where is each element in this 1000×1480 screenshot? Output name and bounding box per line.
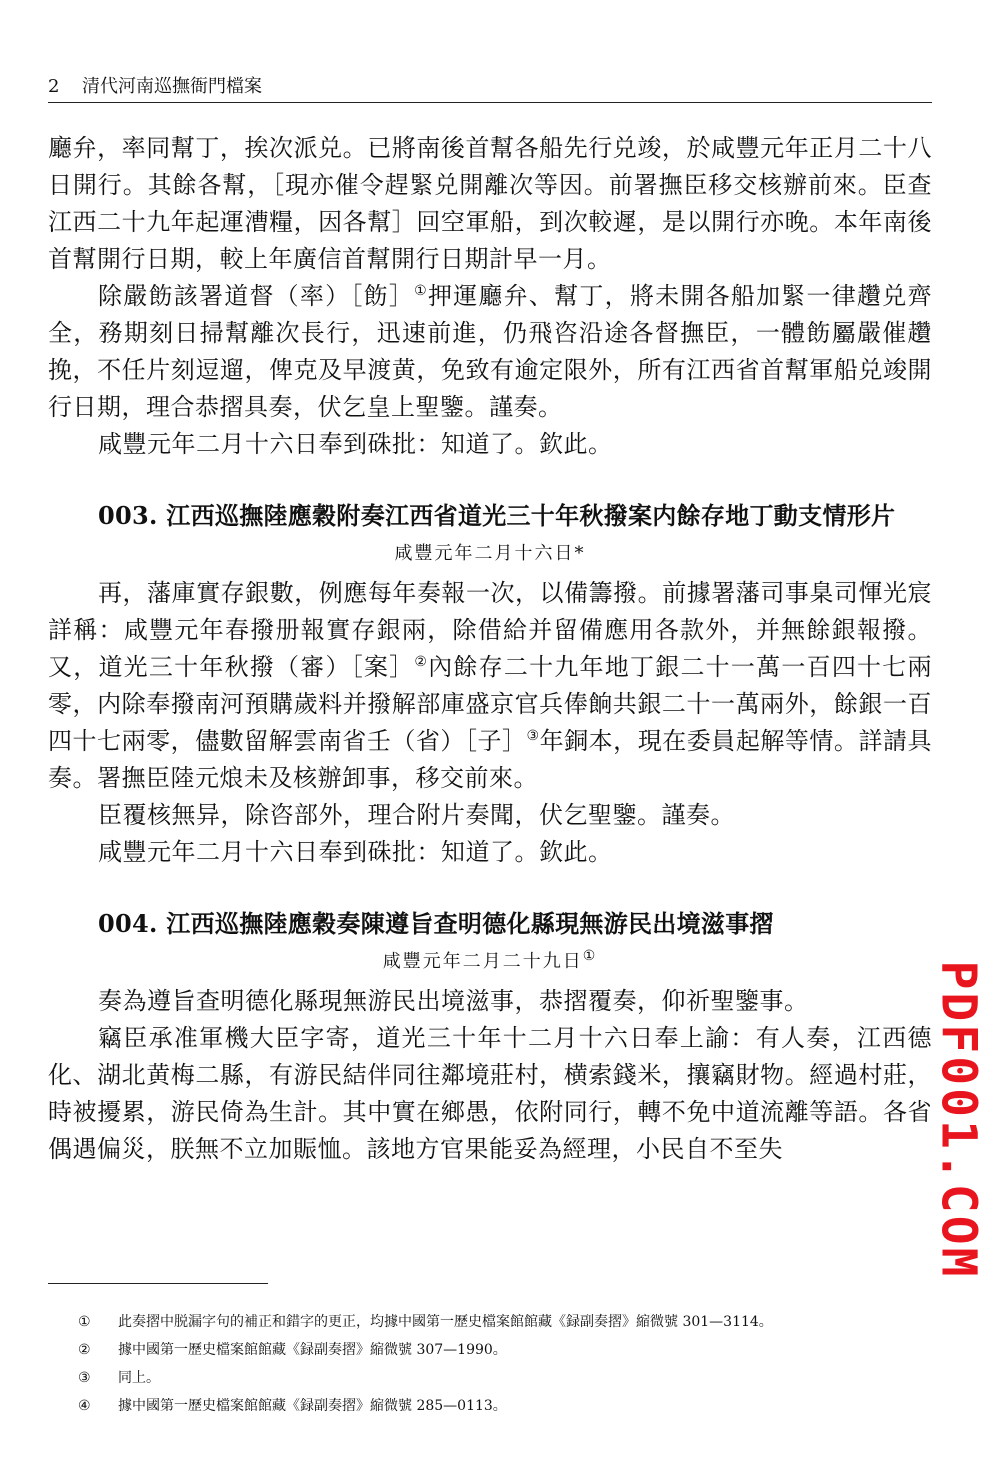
section-003-rescript: 咸豐元年二月十六日奉到硃批：知道了。欽此。 <box>98 838 613 866</box>
watermark-text: PDF001.COM <box>930 960 987 1280</box>
s003-p1-part-a: 再，藩庫實存銀數，例應每年奏報一次，以備籌撥。前據署藩司事臬司惲光宸詳稱：咸豐元年春撥册報實存銀兩，除借給并留備應用各款外，并無餘銀報撥。又，道光三十年秋撥（審）［案］ <box>48 579 932 681</box>
footnote-text: 據中國第一歷史檔案館館藏《録副奏摺》縮微號 285—0113。 <box>118 1398 507 1414</box>
running-header <box>48 72 932 103</box>
intro-p2-part-a: 除嚴飭該署道督（率）［飭］ <box>98 282 415 310</box>
footnote-ref-3[interactable]: ③ <box>526 728 540 744</box>
page-number: 2 <box>48 76 60 97</box>
main-text <box>48 130 932 1168</box>
footnote-text: 此奏摺中脱漏字句的補正和錯字的更正，均據中國第一歷史檔案館館藏《録副奏摺》縮微號 301—3114。 <box>118 1314 773 1330</box>
intro-p2-part-b: 押運廳弁、幫丁，將未開各船加緊一律趲兑齊全，務期刻日掃幫離次長行，迅速前進，仍飛咨沿途各督撫臣，一體飭屬嚴催趲挽，不任片刻逗遛，俾克及早渡黄，免致有逾定限外，所有江西省首幫軍船兑竣開行日期，理合恭摺具奏，伏乞皇上聖鑒。謹奏。 <box>48 282 933 421</box>
s003-p1-part-b: 內餘存二十九年地丁銀二十一萬一百四十七兩零，内除奉撥南河預購歲料并撥解部庫盛京官兵俸餉共銀二十一萬兩外，餘銀一百四十七兩零，儘數留解雲南省壬（省）［子］ <box>48 653 932 755</box>
intro-paragraph-1: 廳弁，率同幫丁，挨次派兑。已將南後首幫各船先行兑竣，於咸豐元年正月二十八日開行。其餘各幫，［現亦催令趕緊兑開離次等因。前署撫臣移交核辦前來。臣查江西二十九年起運漕糧，因各幫］回空軍船，到次較遲，是以開行亦晚。本年南後首幫開行日期，較上年廣信首幫開行日期計早一月。 <box>48 134 932 273</box>
section-004-paragraph-1: 奏為遵旨查明德化縣現無游民出境滋事，恭摺覆奏，仰祈聖鑒事。 <box>98 987 809 1015</box>
footnotes <box>78 1308 938 1420</box>
footnote-item <box>78 1336 938 1364</box>
s003-p1-part-c: 年銅本，現在委員起解等情。詳請具奏。署撫臣陸元烺未及核辦卸事，移交前來。 <box>48 727 932 792</box>
s004-date-text: 咸豐元年二月二十九日 <box>382 951 583 972</box>
footnote-divider <box>48 1283 268 1284</box>
section-003-paragraph-1 <box>48 575 932 797</box>
section-004-date <box>48 945 932 979</box>
footnote-ref-2[interactable]: ② <box>414 654 429 670</box>
footnote-item <box>78 1392 938 1420</box>
footnote-text: 同上。 <box>118 1370 160 1386</box>
footnote-ref-4[interactable]: ① <box>582 948 598 964</box>
intro-rescript: 咸豐元年二月十六日奉到硃批：知道了。欽此。 <box>98 430 613 458</box>
book-title: 清代河南巡撫衙門檔案 <box>82 76 262 97</box>
footnote-mark: ③ <box>78 1370 91 1386</box>
footnote-mark: ④ <box>78 1398 91 1414</box>
section-003-date: 咸豐元年二月十六日* <box>394 543 586 564</box>
section-003-title: 003. 江西巡撫陸應穀附奏江西省道光三十年秋撥案内餘存地丁動支情形片 <box>98 501 896 530</box>
intro-paragraph-2 <box>48 278 932 426</box>
footnote-ref-1[interactable]: ① <box>414 283 428 299</box>
footnote-mark: ② <box>78 1342 91 1358</box>
watermark <box>930 840 986 1400</box>
footnote-text: 據中國第一歷史檔案館館藏《録副奏摺》縮微號 307—1990。 <box>118 1342 507 1358</box>
section-004-paragraph-2: 竊臣承准軍機大臣字寄，道光三十年十二月十六日奉上諭：有人奏，江西德化、湖北黄梅二縣，有游民結伴同往鄰境莊村，横索錢米，攘竊財物。經過村莊，時被擾累，游民倚為生計。其中實在鄉愚，依附同行，轉不免中道流離等語。各省偶遇偏災，朕無不立加賑恤。該地方官果能妥為經理，小民自不至失 <box>48 1024 932 1163</box>
section-003-paragraph-2: 臣覆核無异，除咨部外，理合附片奏聞，伏乞聖鑒。謹奏。 <box>98 801 735 829</box>
section-004-title: 004. 江西巡撫陸應穀奏陳遵旨查明德化縣現無游民出境滋事摺 <box>98 909 774 938</box>
footnote-mark: ① <box>78 1314 91 1330</box>
footnote-item <box>78 1308 938 1336</box>
footnote-item <box>78 1364 938 1392</box>
